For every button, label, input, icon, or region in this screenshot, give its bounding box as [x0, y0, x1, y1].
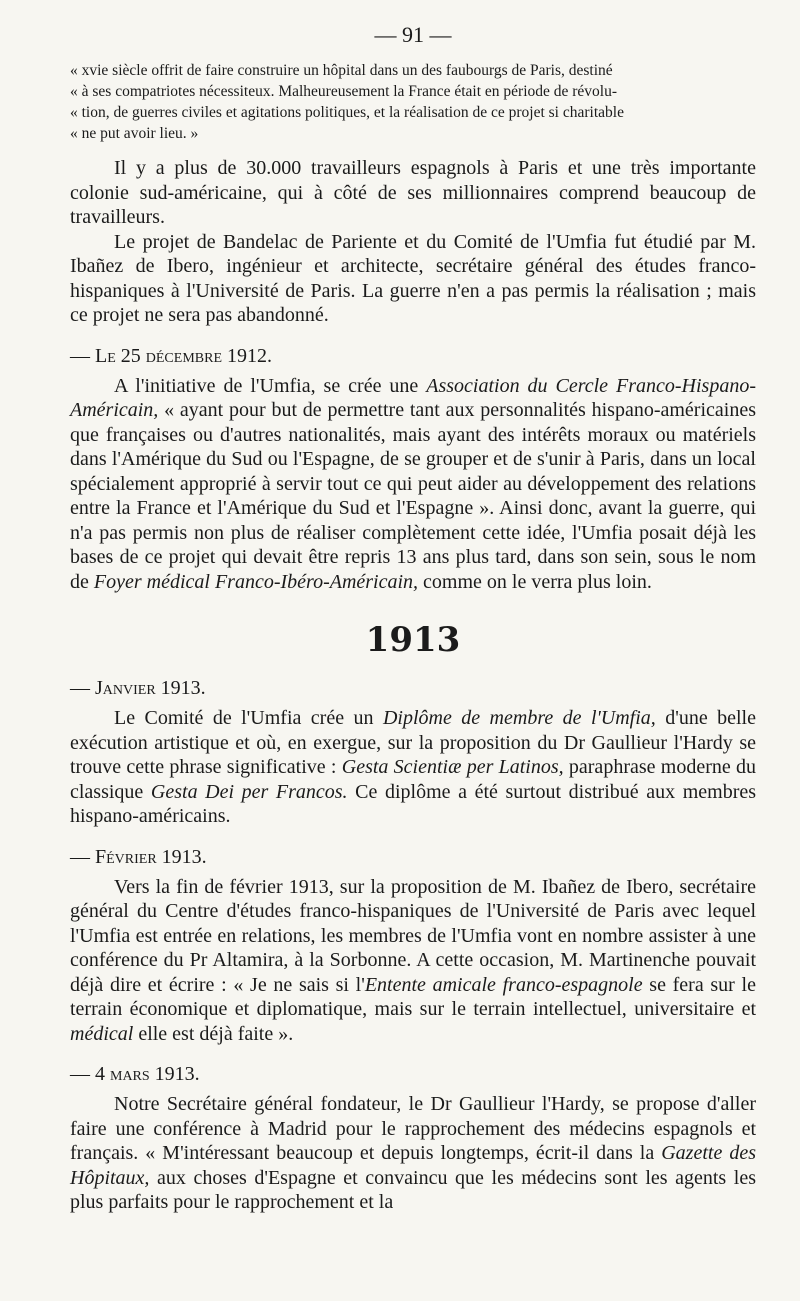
text-run: se fera sur le terrain économique et diplomatique, mais sur le terrain intellectuel, universitaire et: [70, 973, 756, 1020]
quote-line: « à ses compatriotes nécessiteux. Malheureusement la France était en période de révolu-: [70, 83, 618, 100]
heading-label: Janvier 1913.: [95, 677, 206, 699]
italic-run: Gazette des Hôpitaux,: [70, 1142, 756, 1189]
heading-label: Le 25 décembre 1912.: [95, 344, 272, 367]
date-heading-feb-1913: [70, 845, 756, 869]
text-run: paraphrase moderne du classique: [70, 756, 756, 803]
paragraph-workers: Il y a plus de 30.000 travailleurs espagnols à Paris et une très importante colonie sud-américaine, qui à côté de ses millionnaires comprend beaucoup de travailleurs.: [70, 157, 756, 228]
italic-run: Foyer médical Franco-Ibéro-Américain,: [93, 570, 419, 593]
heading-label: 4 mars 1913.: [95, 1063, 200, 1085]
quote-block: [70, 60, 756, 144]
paragraph-madrid: [70, 1092, 756, 1215]
quote-line: « xvie siècle offrit de faire construire un hôpital dans un des faubourgs de Paris, destiné: [70, 62, 613, 79]
date-heading-jan-1913: [70, 676, 756, 700]
heading-dash: —: [70, 344, 95, 367]
italic-run: Gesta Scientiæ per Latinos,: [341, 756, 564, 778]
paragraph-conference: [70, 875, 756, 1047]
text-run: « ayant pour but de permettre tant aux personnalités hispano-américaines que françaises ou d'autres nationalités, mais ayant des intérêts moraux ou matériels dans l'Amérique du Sud ou l'Espagne, de se grouper et de s'unir à Paris, dans un local spécialement approprié à servir tout ce qui peut aider au développement des relations entre la France et l'Amérique du Sud et l'Espagne ». Ainsi donc, avant la guerre, qui n'a pas permis non plus de réaliser complètement cette idée, l'Umfia posait déjà les bases de ce projet qui devait être repris 13 ans plus tard, dans son sein, sous le nom de: [70, 399, 756, 593]
text-run: Le Comité de l'Umfia crée un: [114, 707, 383, 729]
page-number: — 91 —: [374, 22, 452, 47]
date-heading-mar-1913: [70, 1062, 756, 1086]
italic-run: Entente amicale franco-espagnole: [364, 973, 643, 996]
text-run: elle est déjà faite ».: [133, 1022, 294, 1045]
heading-dash: —: [70, 677, 95, 699]
date-heading-dec-1912: [70, 344, 756, 368]
paragraph-association: [70, 374, 756, 595]
quote-line: « ne put avoir lieu. »: [70, 125, 199, 142]
italic-run: Diplôme de membre de l'Umfia,: [382, 707, 656, 729]
heading-dash: —: [70, 845, 95, 868]
paragraph-project: Le projet de Bandelac de Pariente et du Comité de l'Umfia fut étudié par M. Ibañez de Ibero, ingénieur et architecte, secrétaire général des études franco-hispaniques à l'Université de Paris. La guerre n'en a pas permis la réalisation ; mais ce projet ne sera pas abandonné.: [70, 230, 756, 326]
italic-run: médical: [70, 1022, 134, 1045]
text-run: d'une belle exécution artistique et où, en exergue, sur la proposition du Dr Gaullieur l'Hardy se trouve cette phrase significative :: [70, 707, 756, 778]
paragraph-diploma: [70, 706, 756, 829]
text-run: aux choses d'Espagne et convaincu que les médecins sont les agents les plus parfaits pour le rapprochement et la: [70, 1166, 756, 1213]
heading-dash: —: [70, 1063, 95, 1085]
quote-line: « tion, de guerres civiles et agitations politiques, et la réalisation de ce projet si charitable: [70, 104, 624, 121]
heading-label: Février 1913.: [95, 845, 207, 868]
italic-run: Association du Cercle Franco-Hispano-Américain,: [70, 374, 756, 421]
year-heading: 1913: [365, 620, 461, 660]
text-run: A l'initiative de l'Umfia, se crée une: [114, 374, 427, 397]
italic-run: Gesta Dei per Francos.: [150, 780, 348, 803]
text-run: Notre Secrétaire général fondateur, le Dr Gaullieur l'Hardy, se propose d'aller faire une conférence à Madrid pour le rapprochement des médecins espagnols et français. « M'intéressant beaucoup et depuis longtemps, écrit-il dans la: [70, 1093, 756, 1164]
text-run: Vers la fin de février 1913, sur la proposition de M. Ibañez de Ibero, secrétaire général du Centre d'études franco-hispaniques de l'Université de Paris avec lequel l'Umfia est entrée en relations, les membres de l'Umfia vont en nombre assister à une conférence du Pr Altamira, à la Sorbonne. A cette occasion, M. Martinenche pouvait déjà dire et écrire : « Je ne sais si l': [70, 875, 756, 996]
text-run: Ce diplôme a été surtout distribué aux membres hispano-américains.: [70, 780, 757, 827]
text-run: comme on le verra plus loin.: [418, 570, 652, 593]
